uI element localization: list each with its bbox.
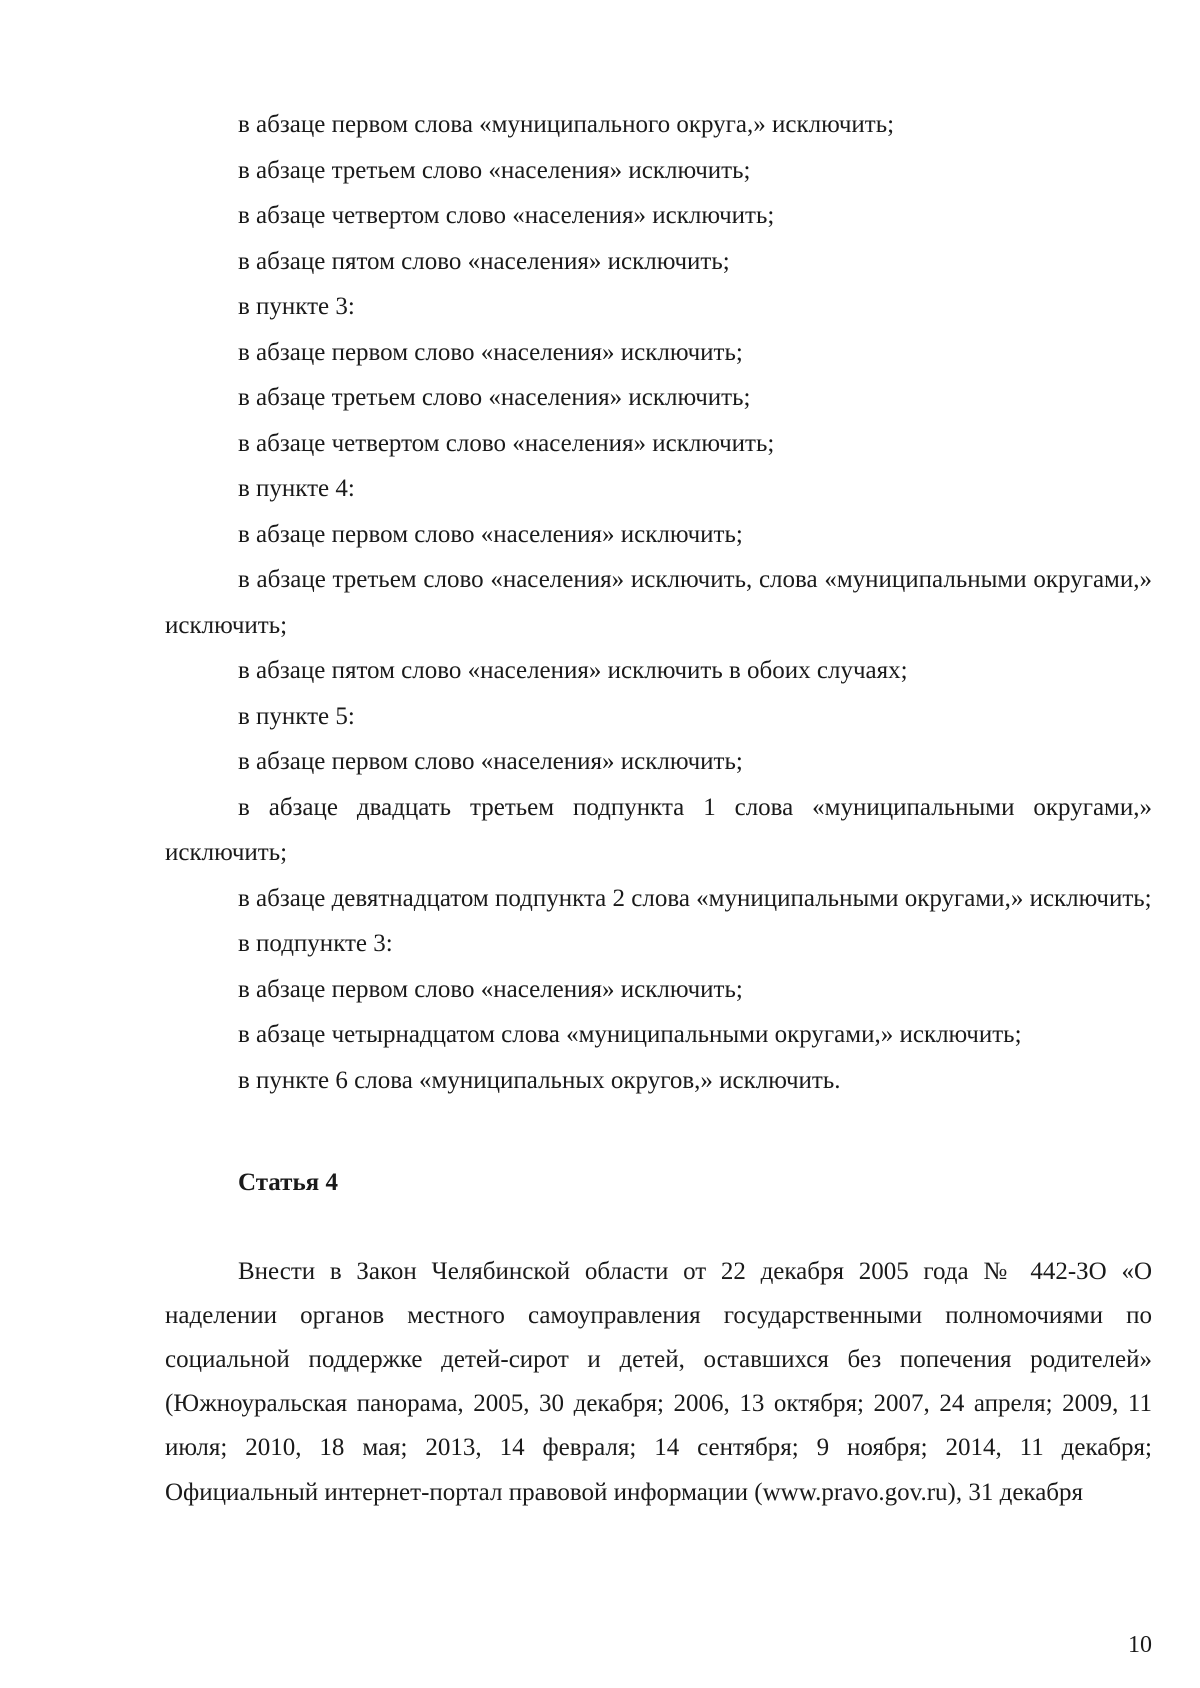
amendment-item: в абзаце четвертом слово «населения» исключить;: [238, 429, 775, 457]
amendment-subheading: в пункте 5:: [238, 702, 355, 730]
amendment-item: в абзаце первом слово «населения» исключить;: [238, 338, 743, 366]
amendment-item: в абзаце первом слово «населения» исключить;: [238, 748, 743, 775]
amendment-subheading: в пункте 4:: [238, 475, 355, 502]
amendment-item: в пункте 6 слова «муниципальных округов,» исключить.: [238, 1066, 841, 1094]
amendment-item: в абзаце первом слово «населения» исключить;: [238, 975, 743, 1003]
amendment-subheading: в пункте 3:: [238, 293, 355, 320]
spacer: [165, 1206, 1152, 1250]
amendment-subheading: в подпункте 3:: [238, 930, 393, 957]
amendment-item: в абзаце первом слово «населения» исключить;: [238, 520, 743, 548]
document-body: [165, 102, 1152, 1515]
amendment-item: в абзаце четырнадцатом слова «муниципальными округами,» исключить;: [238, 1021, 1022, 1048]
amendment-item: в абзаце пятом слово «населения» исключить;: [238, 247, 730, 275]
page-number: 10: [1128, 1632, 1152, 1658]
spacer: [165, 1103, 1152, 1160]
amendment-item: в абзаце пятом слово «населения» исключить в обоих случаях;: [238, 657, 908, 684]
amendment-item: в абзаце четвертом слово «населения» исключить;: [238, 202, 775, 229]
amendment-item: в абзаце девятнадцатом подпункта 2 слова «муниципальными округами,» исключить;: [238, 884, 1152, 912]
amendment-item: в абзаце первом слова «муниципального округа,» исключить;: [238, 111, 895, 138]
article-heading: Статья 4: [238, 1169, 338, 1196]
amendment-item: в абзаце двадцать третьем подпункта 1 слова «муниципальными округами,» исключить;: [165, 793, 1152, 866]
article-paragraph: Внести в Закон Челябинской области от 22 декабря 2005 года № 442-ЗО «О наделении органов местного самоуправления государственными полномочиями по социальной поддержке детей-сирот и детей, оставшихся без попечения родителей» (Южноуральская панорама, 2005, 30 декабря; 2006, 13 октября; 2007, 24 апреля; 2009, 11 июля; 2010, 18 мая; 2013, 14 февраля; 14 сентября; 9 ноября; 2014, 11 декабря; Официальный интернет-портал правовой информации (www.pravo.gov.ru), 31 декабря: [165, 1257, 1152, 1506]
amendment-item: в абзаце третьем слово «населения» исключить, слова «муниципальными округами,» исключить;: [165, 566, 1152, 639]
amendment-item: в абзаце третьем слово «населения» исключить;: [238, 384, 751, 411]
amendment-item: в абзаце третьем слово «населения» исключить;: [238, 156, 751, 184]
